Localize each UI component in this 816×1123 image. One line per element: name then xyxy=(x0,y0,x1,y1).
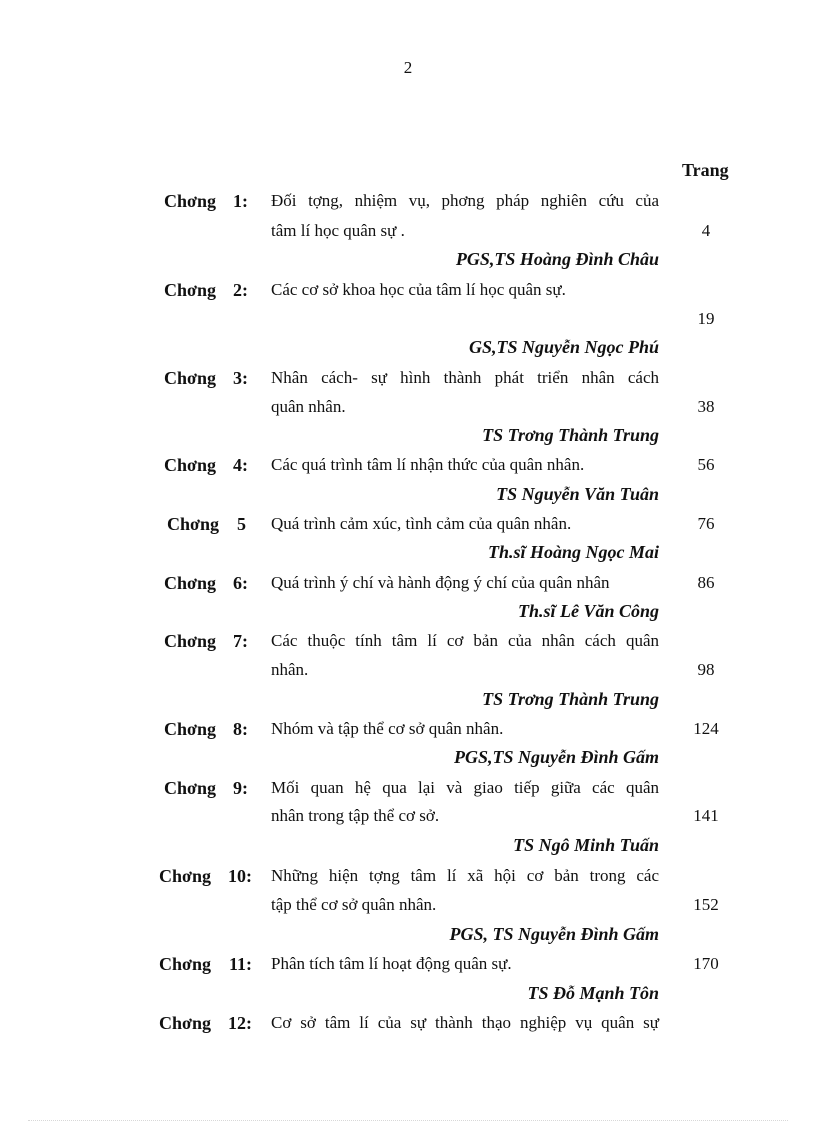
chapter-author: TS Trơng Thành Trung xyxy=(482,689,659,709)
page-column-header: Trang xyxy=(682,160,729,180)
footer-divider xyxy=(28,1120,788,1121)
chapter-title-line: Cơ sở tâm lí của sự thành thạo nghiệp vụ quân sự xyxy=(271,1013,659,1032)
chapter-author: TS Đỗ Mạnh Tôn xyxy=(527,983,659,1003)
chapter-label: Chơng xyxy=(164,280,216,300)
chapter-page: 141 xyxy=(693,806,719,825)
chapter-number: 8: xyxy=(233,719,248,739)
chapter-author: Th.sĩ Lê Văn Công xyxy=(517,601,659,621)
chapter-label: Chơng xyxy=(164,778,216,798)
chapter-author: PGS,TS Hoàng Đình Châu xyxy=(455,249,659,269)
chapter-author: Th.sĩ Hoàng Ngọc Mai xyxy=(487,542,659,562)
chapter-title-line: nhân trong tập thể cơ sở. xyxy=(271,806,440,825)
chapter-number: 7: xyxy=(233,631,248,651)
chapter-page: 4 xyxy=(701,221,711,240)
chapter-page: 98 xyxy=(697,660,715,679)
chapter-title-line: Nhân cách- sự hình thành phát triển nhân cách xyxy=(271,368,659,387)
chapter-title-line: tập thể cơ sở quân nhân. xyxy=(271,895,437,914)
chapter-number: 4: xyxy=(233,455,248,475)
chapter-label: Chơng xyxy=(164,191,216,211)
chapter-page: 76 xyxy=(697,514,715,533)
chapter-label: Chơng xyxy=(164,719,216,739)
chapter-author: TS Ngô Minh Tuấn xyxy=(513,835,659,855)
chapter-label: Chơng xyxy=(164,573,216,593)
chapter-page: 124 xyxy=(693,719,719,738)
chapter-number: 11: xyxy=(228,954,252,974)
chapter-page: 86 xyxy=(697,573,715,592)
chapter-number: 1: xyxy=(233,191,248,211)
chapter-title-line: quân nhân. xyxy=(271,397,346,416)
chapter-number: 9: xyxy=(233,778,248,798)
page-number: 2 xyxy=(403,58,413,77)
chapter-number: 5 xyxy=(237,514,246,534)
chapter-author: TS Trơng Thành Trung xyxy=(482,425,659,445)
chapter-label: Chơng xyxy=(159,954,211,974)
chapter-title-line: Các thuộc tính tâm lí cơ bản của nhân cách quân xyxy=(271,631,659,650)
chapter-number: 2: xyxy=(233,280,248,300)
chapter-page: 38 xyxy=(697,397,715,416)
chapter-author: TS Nguyễn Văn Tuân xyxy=(496,484,659,504)
chapter-title-line: Quá trình ý chí và hành động ý chí của quân nhân xyxy=(271,573,610,592)
chapter-number: 10: xyxy=(228,866,252,886)
chapter-title-line: tâm lí học quân sự . xyxy=(271,221,405,240)
chapter-author: PGS, TS Nguyễn Đình Gấm xyxy=(449,924,659,944)
chapter-title-line: Mối quan hệ qua lại và giao tiếp giữa các quân xyxy=(271,778,659,797)
chapter-title-line: Các quá trình tâm lí nhận thức của quân nhân. xyxy=(271,455,585,474)
chapter-page: 170 xyxy=(693,954,719,973)
chapter-title-line: nhân. xyxy=(271,660,309,679)
chapter-title-line: Phân tích tâm lí hoạt động quân sự. xyxy=(271,954,512,973)
chapter-label: Chơng xyxy=(159,1013,211,1033)
chapter-title-line: Nhóm và tập thể cơ sở quân nhân. xyxy=(271,719,504,738)
chapter-author: PGS,TS Nguyễn Đình Gấm xyxy=(453,747,659,767)
chapter-label: Chơng xyxy=(164,368,216,388)
chapter-title-line: Các cơ sở khoa học của tâm lí học quân sự. xyxy=(271,280,566,299)
chapter-label: Chơng xyxy=(164,455,216,475)
chapter-page: 152 xyxy=(693,895,719,914)
chapter-number: 12: xyxy=(228,1013,252,1033)
chapter-label: Chơng xyxy=(167,514,219,534)
chapter-page: 56 xyxy=(697,455,715,474)
chapter-page: 19 xyxy=(697,309,715,328)
chapter-author: GS,TS Nguyễn Ngọc Phú xyxy=(468,337,659,357)
chapter-title-line: Quá trình cảm xúc, tình cảm của quân nhân. xyxy=(271,514,572,533)
chapter-number: 3: xyxy=(233,368,248,388)
chapter-title-line: Đối tợng, nhiệm vụ, phơng pháp nghiên cứu của xyxy=(271,191,659,210)
chapter-number: 6: xyxy=(233,573,248,593)
chapter-label: Chơng xyxy=(159,866,211,886)
chapter-title-line: Những hiện tợng tâm lí xã hội cơ bản trong các xyxy=(271,866,659,885)
chapter-label: Chơng xyxy=(164,631,216,651)
